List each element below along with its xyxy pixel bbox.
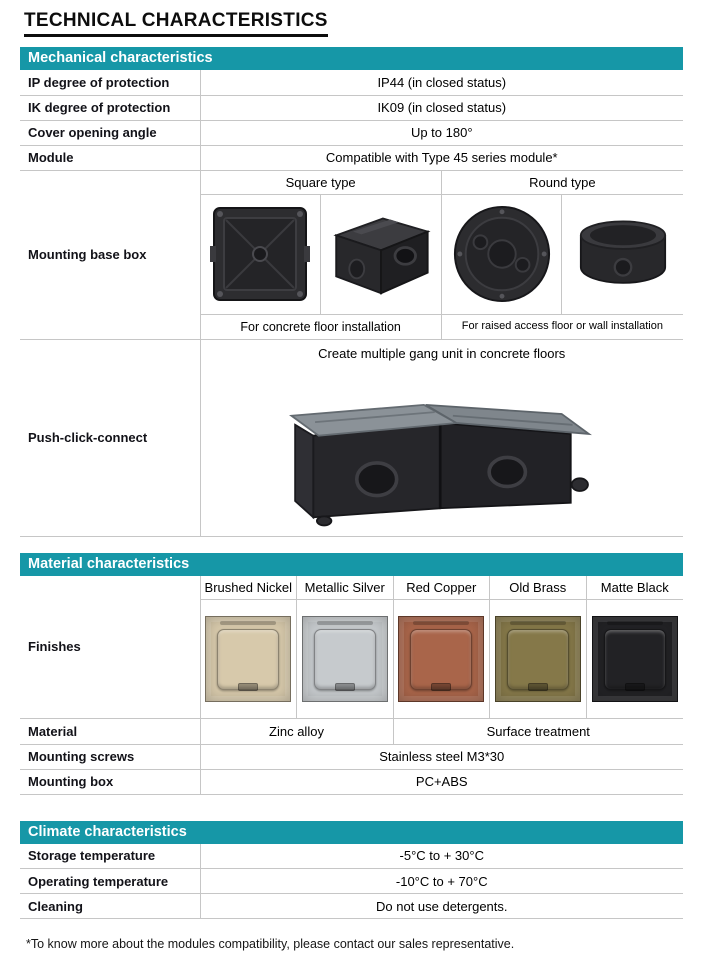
table-row: [20, 145, 683, 170]
finish-swatch-icon: [495, 616, 581, 702]
section-header-climate: Climate characteristics: [20, 821, 683, 844]
row-label: IK degree of protection: [20, 95, 200, 120]
swatch-latch: [528, 683, 548, 691]
row-value: Compatible with Type 45 series module*: [200, 145, 683, 170]
footnote: *To know more about the modules compatibility, please contact our sales representative.: [26, 937, 515, 951]
material-values-grid: [201, 719, 684, 744]
section-header-material: Material characteristics: [20, 553, 683, 576]
finish-name: Red Copper: [394, 576, 491, 600]
mounting-base-box-grid: [201, 171, 684, 339]
finish-swatch-icon: [302, 616, 388, 702]
row-label: Mounting base box: [20, 170, 200, 339]
table-row: [20, 744, 683, 769]
finish-name: Brushed Nickel: [201, 576, 298, 600]
row-value: -10°C to + 70°C: [200, 869, 683, 894]
row-label: Operating temperature: [20, 869, 200, 894]
climate-table: [20, 844, 683, 920]
table-row: [20, 769, 683, 794]
square-base-3d-icon: [321, 195, 442, 315]
round-base-top-icon: [442, 195, 563, 315]
mechanical-table: [20, 70, 683, 537]
finish-image-red-copper: [394, 600, 491, 718]
table-row-finishes: [20, 576, 683, 719]
row-value: -5°C to + 30°C: [200, 844, 683, 869]
finish-image-brushed-nickel: [201, 600, 298, 718]
row-label: Finishes: [20, 576, 200, 719]
table-row-mounting-base-box: [20, 170, 683, 339]
swatch-latch: [431, 683, 451, 691]
mounting-base-box-cell: [200, 170, 683, 339]
push-click-connect-caption: Create multiple gang unit in concrete floors: [318, 345, 566, 361]
swatch-hinge: [220, 621, 276, 625]
finish-name: Matte Black: [587, 576, 684, 600]
section-climate: [20, 821, 683, 920]
row-label: Storage temperature: [20, 844, 200, 869]
row-value: IK09 (in closed status): [200, 95, 683, 120]
row-label: Material: [20, 718, 200, 744]
finish-swatch-icon: [398, 616, 484, 702]
push-click-connect-cell: [200, 339, 683, 536]
swatch-latch: [335, 683, 355, 691]
finish-image-old-brass: [490, 600, 587, 718]
swatch-lid: [314, 629, 376, 690]
swatch-hinge: [510, 621, 566, 625]
swatch-latch: [625, 683, 645, 691]
round-base-3d-icon: [562, 195, 683, 315]
square-base-front-icon: [201, 195, 322, 315]
section-material: [20, 553, 683, 795]
table-row-push-click-connect: [20, 339, 683, 536]
finish-swatch-icon: [592, 616, 678, 702]
row-label: Cover opening angle: [20, 120, 200, 145]
swatch-lid: [604, 629, 666, 690]
table-row: [20, 70, 683, 95]
swatch-lid: [507, 629, 569, 690]
type-caption-square: For concrete floor installation: [201, 315, 442, 339]
material-value-left: Zinc alloy: [201, 719, 394, 744]
finishes-grid: [201, 576, 684, 718]
row-label: Push-click-connect: [20, 339, 200, 536]
section-mechanical: [20, 47, 683, 537]
row-value: PC+ABS: [200, 769, 683, 794]
section-header-mechanical: Mechanical characteristics: [20, 47, 683, 70]
swatch-hinge: [607, 621, 663, 625]
material-values-cell: [200, 718, 683, 744]
finish-image-metallic-silver: [297, 600, 394, 718]
row-label: IP degree of protection: [20, 70, 200, 95]
table-row: [20, 95, 683, 120]
finish-name: Metallic Silver: [297, 576, 394, 600]
finish-swatch-icon: [205, 616, 291, 702]
table-row: [20, 869, 683, 894]
type-caption-round: For raised access floor or wall installation: [461, 319, 663, 332]
material-value-right: Surface treatment: [486, 723, 590, 739]
row-label: Mounting screws: [20, 744, 200, 769]
type-header-round: Round type: [442, 171, 683, 195]
table-row: [20, 120, 683, 145]
finishes-cell: [200, 576, 683, 719]
row-label: Cleaning: [20, 894, 200, 919]
row-value: IP44 (in closed status): [200, 70, 683, 95]
swatch-hinge: [413, 621, 469, 625]
row-label: Module: [20, 145, 200, 170]
finish-image-matte-black: [587, 600, 684, 718]
row-value: Stainless steel M3*30: [200, 744, 683, 769]
swatch-lid: [410, 629, 472, 690]
type-header-square: Square type: [201, 171, 442, 195]
material-table: [20, 576, 683, 795]
row-value: Do not use detergents.: [200, 894, 683, 919]
dual-gang-unit-icon: [201, 363, 684, 536]
swatch-hinge: [317, 621, 373, 625]
table-row-material: [20, 718, 683, 744]
row-label: Mounting box: [20, 769, 200, 794]
swatch-lid: [217, 629, 279, 690]
table-row: [20, 894, 683, 919]
page-title: TECHNICAL CHARACTERISTICS: [24, 10, 328, 37]
finish-name: Old Brass: [490, 576, 587, 600]
swatch-latch: [238, 683, 258, 691]
row-value: Up to 180°: [200, 120, 683, 145]
table-row: [20, 844, 683, 869]
